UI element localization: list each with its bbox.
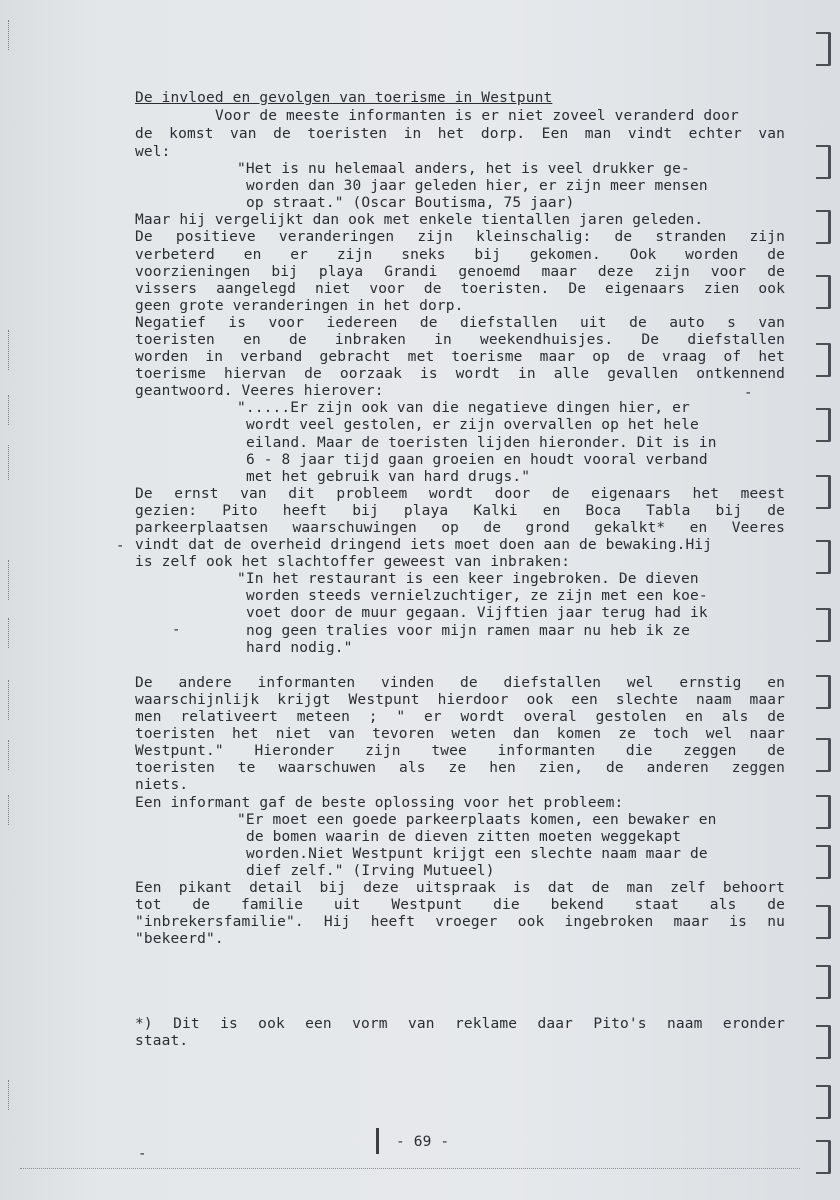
quote-line: nog geen tralies voor mijn ramen maar nu heb ik ze	[246, 623, 690, 639]
text-line: toeristen te waarschuwen als ze hen zien, de anderen zeggen	[135, 760, 785, 776]
edge-tab-mark	[816, 795, 831, 829]
quote-line: eiland. Maar de toeristen lijden hieronder. Dit is in	[246, 435, 717, 451]
stray-mark: -	[138, 1146, 147, 1162]
text-line: geantwoord. Veeres hierover:	[135, 383, 384, 399]
text-line: De positieve veranderingen zijn kleinschalig: de stranden zijn	[135, 229, 785, 245]
text-line: toeristen het niet van tevoren weten dan komen ze toch wel naar	[135, 726, 785, 742]
text-line: Voor de meeste informanten is er niet zoveel veranderd door	[215, 108, 739, 124]
text-line: de komst van de toeristen in het dorp. Een man vindt echter van	[135, 126, 785, 142]
text-line: Westpunt." Hieronder zijn twee informanten die zeggen de	[135, 743, 785, 759]
edge-tab-mark	[816, 275, 831, 309]
stray-mark: -	[116, 538, 125, 554]
edge-tab-mark	[816, 145, 831, 179]
text-line: waarschijnlijk krijgt Westpunt hierdoor ook een slechte naam maar	[135, 692, 785, 708]
edge-tab-mark	[816, 675, 831, 709]
page-number-rule	[376, 1128, 379, 1154]
edge-tab-mark	[816, 343, 831, 377]
text-line: tot de familie uit Westpunt die bekend staat als de	[135, 897, 785, 913]
text-line: toerisme hiervan de oorzaak is wordt in alle gevallen ontkennend	[135, 366, 785, 382]
text-line: geen grote veranderingen in het dorp.	[135, 298, 464, 314]
quote-line: ".....Er zijn ook van die negatieve dingen hier, er	[237, 400, 690, 416]
text-line: parkeerplaatsen waarschuwingen op de grond gekalkt* en Veeres	[135, 520, 785, 536]
text-line: Maar hij vergelijkt dan ook met enkele tientallen jaren geleden.	[135, 212, 704, 228]
stray-mark: -	[744, 385, 753, 401]
quote-line: "Er moet een goede parkeerplaats komen, een bewaker en	[237, 812, 717, 828]
edge-tab-mark	[816, 540, 831, 574]
quote-line: dief zelf." (Irving Mutueel)	[246, 863, 495, 879]
text-line: "bekeerd".	[135, 931, 224, 947]
quote-line: de bomen waarin de dieven zitten moeten weggekapt	[246, 829, 682, 845]
text-line: De ernst van dit probleem wordt door de eigenaars het meest	[135, 486, 785, 502]
quote-line: hard nodig."	[246, 640, 353, 656]
quote-line: worden.Niet Westpunt krijgt een slechte naam maar de	[246, 846, 708, 862]
text-line: gezien: Pito heeft bij playa Kalki en Boca Tabla bij de	[135, 503, 785, 519]
edge-tab-mark	[816, 32, 831, 66]
text-line: is zelf ook het slachtoffer geweest van inbraken:	[135, 554, 571, 570]
edge-tab-mark	[816, 738, 831, 772]
text-line: vindt dat de overheid dringend iets moet doen aan de bewaking.Hij	[135, 537, 713, 553]
quote-line: worden steeds vernielzuchtiger, ze zijn met een koe-	[246, 588, 708, 604]
quote-line: "In het restaurant is een keer ingebroken. De dieven	[237, 571, 699, 587]
text-line: men relativeert meteen ; " er wordt overal gestolen en als de	[135, 709, 785, 725]
text-line: voorzieningen bij playa Grandi genoemd maar deze zijn voor de	[135, 264, 785, 280]
edge-tab-mark	[816, 408, 831, 442]
text-line: De andere informanten vinden de diefstallen wel ernstig en	[135, 675, 785, 691]
quote-line: worden dan 30 jaar geleden hier, er zijn meer mensen	[246, 178, 708, 194]
edge-tab-mark	[816, 905, 831, 939]
edge-tab-mark	[816, 1025, 831, 1059]
edge-tab-mark	[816, 1085, 831, 1119]
quote-line: op straat." (Oscar Boutisma, 75 jaar)	[246, 195, 575, 211]
edge-tab-mark	[816, 210, 831, 244]
text-line: toeristen en de inbraken in weekendhuisjes. De diefstallen	[135, 332, 785, 348]
text-line: wel:	[135, 144, 171, 160]
quote-line: "Het is nu helemaal anders, het is veel drukker ge-	[237, 161, 690, 177]
text-line: niets.	[135, 777, 189, 793]
document-title: De invloed en gevolgen van toerisme in Westpunt	[135, 90, 553, 106]
text-line: Een pikant detail bij deze uitspraak is dat de man zelf behoort	[135, 880, 785, 896]
quote-line: voet door de muur gegaan. Vijftien jaar terug had ik	[246, 605, 708, 621]
text-line: vissers aangelegd niet voor de toeristen. De eigenaars zien ook	[135, 281, 785, 297]
edge-tab-mark	[816, 608, 831, 642]
quote-line: wordt veel gestolen, er zijn overvallen op het hele	[246, 417, 699, 433]
footnote-line: *) Dit is ook een vorm van reklame daar Pito's naam eronder	[135, 1016, 785, 1032]
edge-tab-mark	[816, 1140, 831, 1174]
text-line: "inbrekersfamilie". Hij heeft vroeger ook ingebroken maar is nu	[135, 914, 785, 930]
edge-tab-mark	[816, 845, 831, 879]
scan-noise	[20, 1168, 800, 1175]
stray-mark: -	[172, 622, 181, 638]
edge-tab-mark	[816, 475, 831, 509]
quote-line: 6 - 8 jaar tijd gaan groeien en houdt vooral verband	[246, 452, 708, 468]
page-number: - 69 -	[396, 1134, 450, 1150]
text-line: verbeterd en er zijn sneks bij gekomen. Ook worden de	[135, 247, 785, 263]
text-line: worden in verband gebracht met toerisme maar op de vraag of het	[135, 349, 785, 365]
edge-tab-mark	[816, 965, 831, 999]
text-line: Negatief is voor iedereen de diefstallen uit de auto s van	[135, 315, 785, 331]
footnote-line: staat.	[135, 1033, 189, 1049]
text-line: Een informant gaf de beste oplossing voor het probleem:	[135, 795, 624, 811]
quote-line: met het gebruik van hard drugs."	[246, 469, 531, 485]
